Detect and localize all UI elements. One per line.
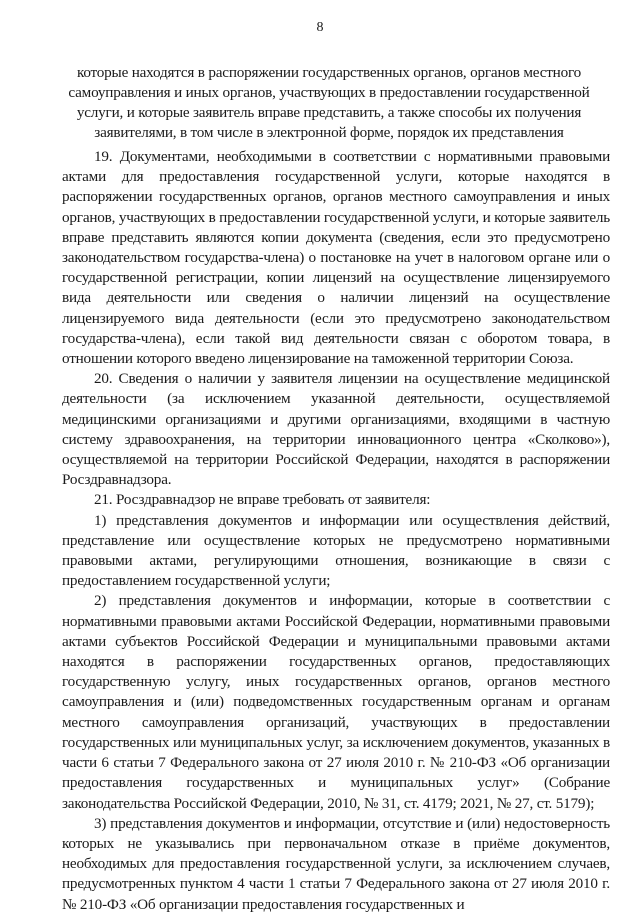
paragraph-21: 21. Росздравнадзор не вправе требовать от заявителя: — [94, 491, 431, 509]
paragraph-20: 20. Сведения о наличии у заявителя лицензии на осуществление медицинской деятельности (за исключением указанной деятельности, осуществляемой медицинскими организациями и другими организациями, входящими в частную систему здравоохранения, на территории инновационного центра «Сколково»), осуществляемой на территории Российской Федерации, находятся в распоряжении Росздравнадзора. — [62, 370, 610, 489]
section-heading-line: которые находятся в распоряжении государственных органов, органов местного — [76, 64, 582, 81]
paragraph-19: 19. Документами, необходимыми в соответствии с нормативными правовыми актами для предоставления государственной услуги, которые находятся в распоряжении государственных органов, органов местного самоуправления и иных органов, участвующих в предоставлении государственной услуги, и которые заявитель вправе представить являются копии документа (сведения, если это предусмотрено законодательством государства-члена) о постановке на учет в налоговом органе или о государственной регистрации, копии лицензий на осуществление лицензируемого вида деятельности или сведения о наличии лицензий на осуществление лицензируемого вида деятельности (если это предусмотрено законодательством государства-члена), если такой вид деятельности связан с оборотом товара, в отношении которого введено лицензирование на таможенной территории Союза. — [62, 148, 610, 368]
list-item-3: 3) представления документов и информации, отсутствие и (или) недостоверность которых не указывались при первоначальном отказе в приёме документов, необходимых для предоставления государственной услуги, за исключением случаев, предусмотренных пунктом 4 части 1 статьи 7 Федерального закона от 27 июля 2010 г. № 210-ФЗ «Об организации предоставления государственных и — [62, 814, 610, 913]
document-body — [62, 147, 610, 915]
section-heading-line: самоуправления и иных органов, участвующих в предоставлении государственной — [68, 84, 590, 101]
section-heading-line: заявителями, в том числе в электронной форме, порядок их представления — [94, 124, 564, 141]
section-heading — [62, 63, 596, 143]
page-number: 8 — [316, 20, 324, 35]
list-item-2: 2) представления документов и информации, которые в соответствии с нормативными правовыми актами Российской Федерации, нормативными правовыми актами субъектов Российской Федерации и муниципальными правовыми актами находятся в распоряжении государственных органов, предоставляющих государственную услугу, иных государственных органов, органов местного самоуправления и (или) подведомственных государственным органам и органам местного самоуправления организаций, участвующих в предоставлении государственных или муниципальных услуг, за исключением документов, указанных в части 6 статьи 7 Федерального закона от 27 июля 2010 г. № 210-ФЗ «Об организации предоставления государственных и муниципальных услуг» (Собрание законодательства Российской Федерации, 2010, № 31, ст. 4179; 2021, № 27, ст. 5179); — [62, 592, 610, 812]
list-item-1: 1) представления документов и информации или осуществления действий, представление или осуществление которых не предусмотрено нормативными правовыми актами, регулирующими отношения, возникающие в связи с предоставлением государственной услуги; — [62, 511, 610, 590]
section-heading-line: услуги, и которые заявитель вправе представить, а также способы их получения — [76, 104, 582, 121]
